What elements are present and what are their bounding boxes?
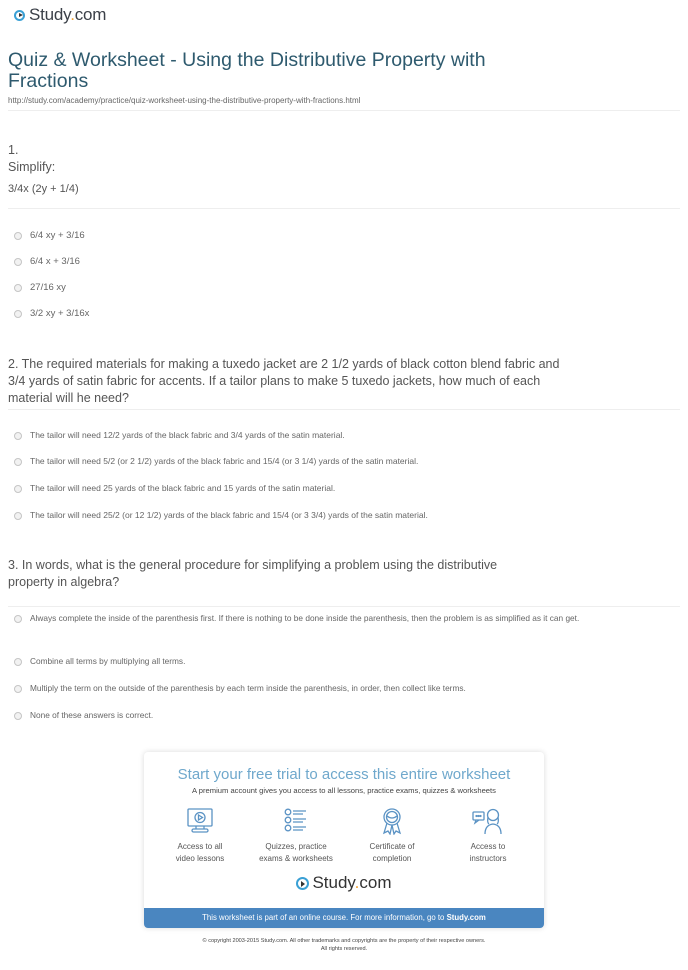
feature-list <box>144 807 544 865</box>
option-label: None of these answers is correct. <box>30 710 154 720</box>
certificate-icon <box>377 807 407 835</box>
divider <box>8 110 680 111</box>
option-label: Multiply the term on the outside of the parenthesis by each term inside the parenthesis, in order, then collect like terms. <box>30 683 466 693</box>
answer-option[interactable] <box>14 428 345 443</box>
copyright-line: © copyright 2003-2015 Study.com. All other trademarks and copyrights are the property of their respective owners. <box>202 938 486 944</box>
course-info-bar <box>144 908 544 928</box>
logo-dot: . <box>354 873 360 892</box>
question-expression: 3/4x (2y + 1/4) <box>8 183 79 195</box>
question-2: 2. The required materials for making a tuxedo jacket are 2 1/2 yards of black cotton blend fabric and 3/4 yards of satin fabric for accents. If a tailor plans to make 5 tuxedo jackets, how much of each material will he need? <box>8 357 560 405</box>
option-label: 6/4 x + 3/16 <box>30 256 80 267</box>
feature-quizzes <box>250 807 342 865</box>
radio-button[interactable] <box>14 712 22 720</box>
radio-button[interactable] <box>14 458 22 466</box>
answer-option[interactable] <box>14 481 335 496</box>
promo-subhead: A premium account gives you access to all lessons, practice exams, quizzes & worksheets <box>192 786 496 795</box>
instructor-icon <box>471 807 505 835</box>
question-3: 3. In words, what is the general procedure for simplifying a problem using the distributive property in algebra? <box>8 558 498 589</box>
logo-suffix: com <box>359 873 392 892</box>
video-lesson-icon <box>185 807 215 835</box>
promo-study-logo[interactable] <box>144 873 544 893</box>
divider <box>8 208 680 209</box>
option-label: The tailor will need 25 yards of the black fabric and 15 yards of the satin material. <box>30 483 336 493</box>
page-url: http://study.com/academy/practice/quiz-worksheet-using-the-distributive-property-with-fractions.html <box>8 96 361 105</box>
answer-option[interactable] <box>14 454 418 469</box>
question-1 <box>8 142 79 198</box>
answer-option[interactable] <box>14 708 153 723</box>
feature-label: Access to all <box>177 842 223 851</box>
option-label: Combine all terms by multiplying all terms. <box>30 656 186 666</box>
answer-option[interactable] <box>14 254 80 269</box>
answer-option[interactable] <box>14 280 66 295</box>
radio-button[interactable] <box>14 512 22 520</box>
radio-button[interactable] <box>14 232 22 240</box>
radio-button[interactable] <box>14 685 22 693</box>
radio-button[interactable] <box>14 432 22 440</box>
question-prompt: Simplify: <box>8 160 56 174</box>
logo-text: Study <box>312 873 355 892</box>
answer-option[interactable] <box>14 228 85 243</box>
option-label: Always complete the inside of the parenthesis first. If there is nothing to be done inside the parenthesis, then the problem is as simplified as it can get. <box>30 613 580 623</box>
option-label: The tailor will need 25/2 (or 12 1/2) yards of the black fabric and 15/4 (or 3 3/4) yards of the satin material. <box>30 510 428 520</box>
logo-dot: . <box>70 5 75 24</box>
answer-option[interactable] <box>14 611 674 626</box>
free-trial-promo <box>144 752 544 928</box>
copyright <box>0 937 688 953</box>
option-label: 27/16 xy <box>30 282 66 293</box>
answer-option[interactable] <box>14 306 89 321</box>
radio-button[interactable] <box>14 658 22 666</box>
quiz-list-icon <box>281 807 311 835</box>
option-label: 6/4 xy + 3/16 <box>30 230 85 241</box>
radio-button[interactable] <box>14 615 22 623</box>
copyright-line: All rights reserved. <box>320 946 368 952</box>
feature-label: completion <box>372 854 412 863</box>
logo-text: Study <box>29 5 71 24</box>
play-logo-icon <box>296 877 309 890</box>
option-label: The tailor will need 12/2 yards of the black fabric and 3/4 yards of the satin material. <box>30 430 345 440</box>
option-label: The tailor will need 5/2 (or 2 1/2) yards of the black fabric and 15/4 (or 3 1/4) yards of the satin material. <box>30 456 419 466</box>
promo-headline[interactable]: Start your free trial to access this entire worksheet <box>177 766 511 783</box>
question-number: 1. <box>8 143 19 157</box>
feature-label: Quizzes, practice <box>265 842 327 851</box>
feature-label: exams & worksheets <box>259 854 333 863</box>
play-logo-icon <box>14 10 25 21</box>
page-title: Quiz & Worksheet - Using the Distributive Property with Fractions <box>8 49 486 92</box>
option-label: 3/2 xy + 3/16x <box>30 308 90 319</box>
logo-suffix: com <box>74 5 107 24</box>
radio-button[interactable] <box>14 485 22 493</box>
feature-label: video lessons <box>175 854 225 863</box>
radio-button[interactable] <box>14 310 22 318</box>
answer-option[interactable] <box>14 654 185 669</box>
course-info-text: This worksheet is part of an online course. For more information, go to <box>202 913 447 922</box>
feature-label: Certificate of <box>369 842 415 851</box>
feature-certificate <box>346 807 438 865</box>
feature-label: Access to <box>470 842 506 851</box>
divider <box>8 409 680 410</box>
radio-button[interactable] <box>14 258 22 266</box>
feature-label: instructors <box>469 854 507 863</box>
divider <box>8 606 680 607</box>
radio-button[interactable] <box>14 284 22 292</box>
answer-option[interactable] <box>14 508 428 523</box>
study-logo[interactable] <box>14 5 106 25</box>
study-link[interactable]: Study.com <box>446 913 486 922</box>
feature-video-lessons <box>154 807 246 865</box>
answer-option[interactable] <box>14 681 466 696</box>
feature-instructors <box>442 807 534 865</box>
